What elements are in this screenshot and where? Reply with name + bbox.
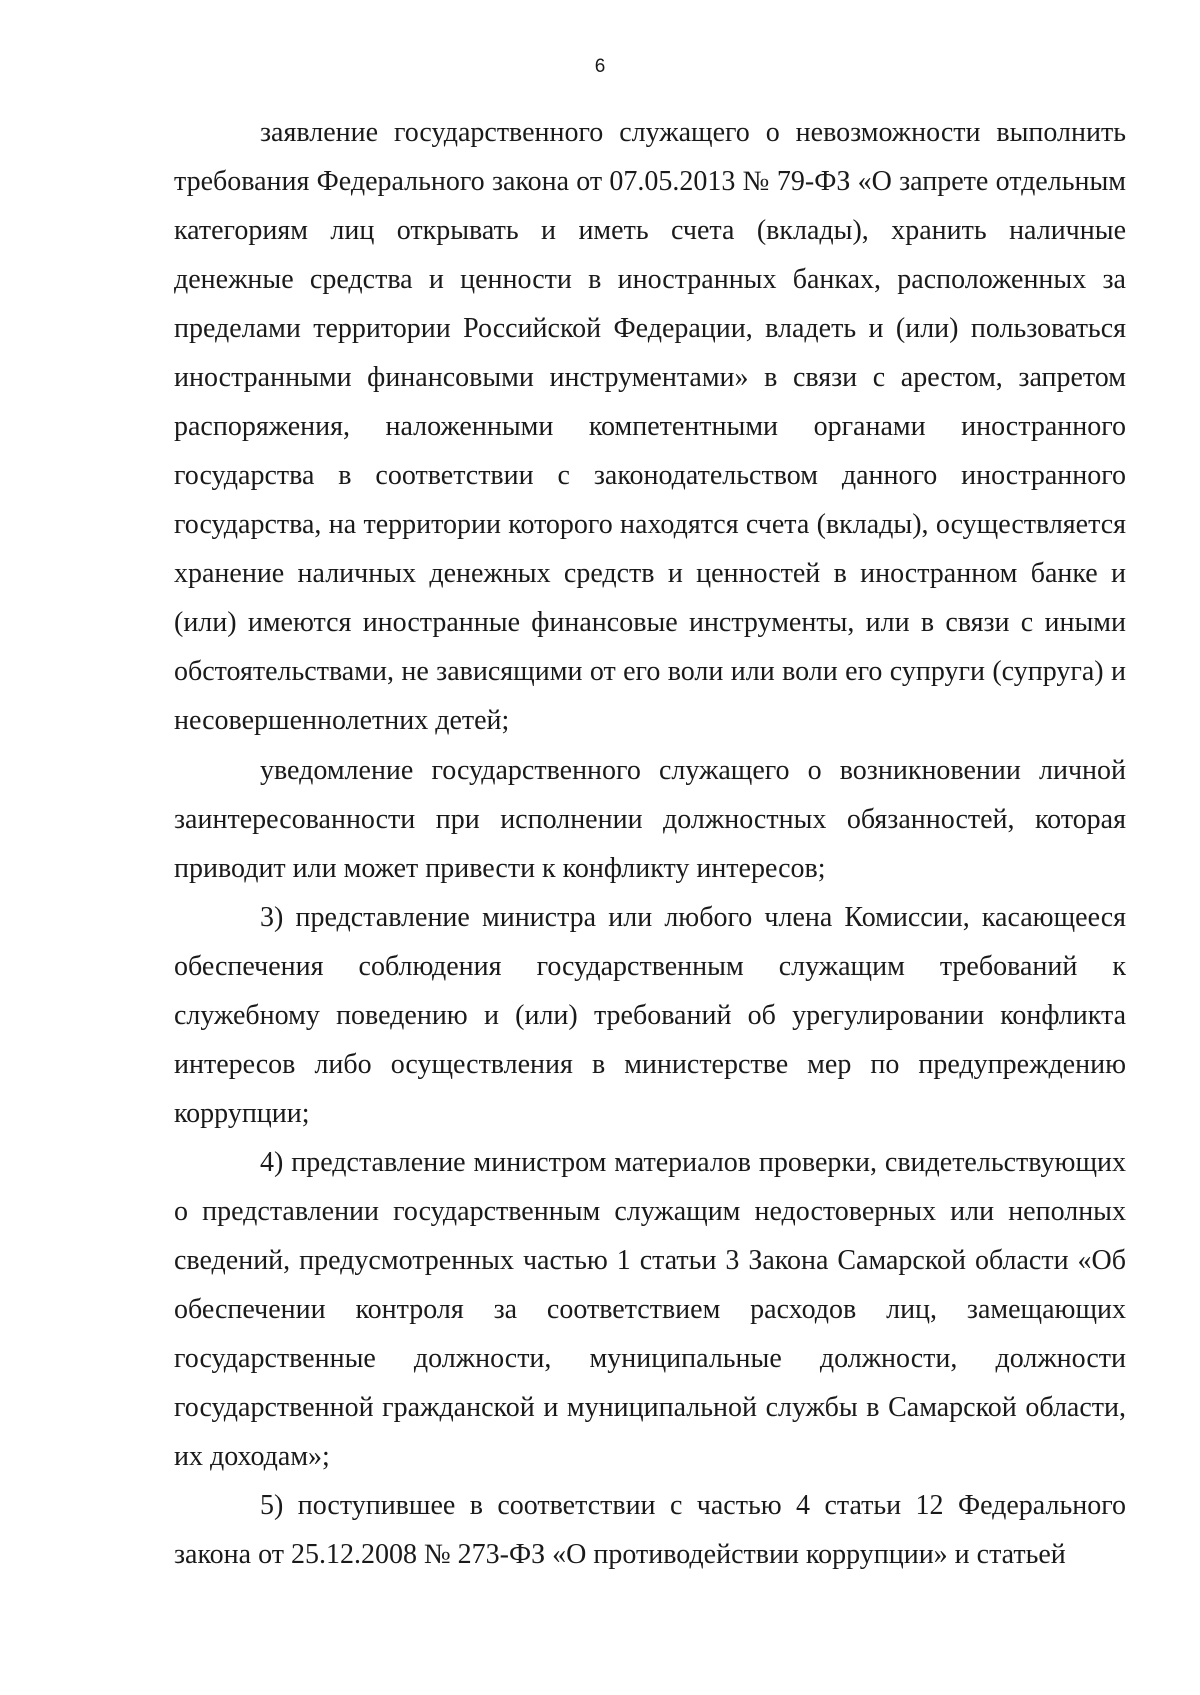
paragraph-notification: уведомление государственного служащего о возникновении личной заинтересованности при исполнении должностных обязанностей, которая приводит или может привести к конфликту интересов; <box>174 755 1126 884</box>
paragraph-item-4: 4) представление министром материалов проверки, свидетельствующих о представлении государственным служащим недостоверных или неполных сведений, предусмотренных частью 1 статьи 3 Закона Самарской области «Об обеспечении контроля за соответствием расходов лиц, замещающих государственные должности, муниципальные должности, должности государственной гражданской и муниципальной службы в Самарской области, их доходам»; <box>174 1147 1126 1472</box>
paragraph-statement: заявление государственного служащего о невозможности выполнить требования Федерального закона от 07.05.2013 № 79-ФЗ «О запрете отдельным категориям лиц открывать и иметь счета (вклады), хранить наличные денежные средства и ценности в иностранных банках, расположенных за пределами территории Российской Федерации, владеть и (или) пользоваться иностранными финансовыми инструментами» в связи с арестом, запретом распоряжения, наложенными компетентными органами иностранного государства в соответствии с законодательством данного иностранного государства, на территории которого находятся счета (вклады), осуществляется хранение наличных денежных средств и ценностей в иностранном банке и (или) имеются иностранные финансовые инструменты, или в связи с иными обстоятельствами, не зависящими от его воли или воли его супруги (супруга) и несовершеннолетних детей; <box>174 117 1126 736</box>
paragraph-item-5: 5) поступившее в соответствии с частью 4 статьи 12 Федерального закона от 25.12.2008 № 273-ФЗ «О противодействии коррупции» и статьей <box>174 1490 1126 1570</box>
paragraph-item-3: 3) представление министра или любого члена Комиссии, касающееся обеспечения соблюдения государственным служащим требований к служебному поведению и (или) требований об урегулировании конфликта интересов либо осуществления в министерстве мер по предупреждению коррупции; <box>174 902 1126 1129</box>
document-body <box>174 108 1126 1579</box>
page-number: 6 <box>594 56 606 77</box>
